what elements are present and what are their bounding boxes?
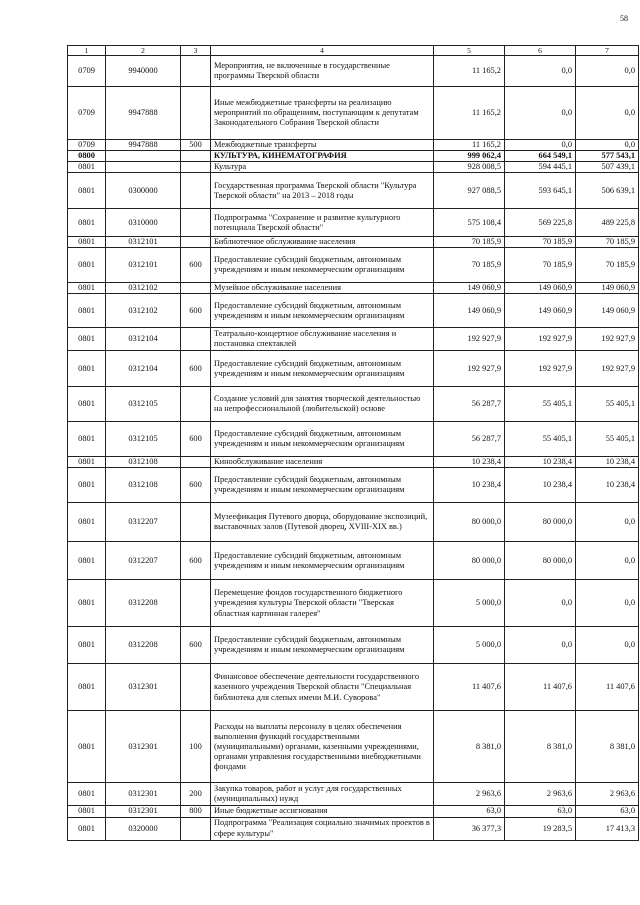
section-code-cell: 0801 (68, 162, 106, 173)
item-name-cell: Создание условий для занятия творческой деятельностью на непрофессиональной (любительской) основе (211, 387, 434, 422)
amount-col6-cell: 8 381,0 (505, 711, 576, 783)
header-cell: 1 (68, 46, 106, 56)
section-code-cell: 0801 (68, 283, 106, 294)
amount-col5-cell: 70 185,9 (434, 237, 505, 248)
table-row (68, 87, 639, 140)
item-name-cell: Мероприятия, не включенные в государственные программы Тверской области (211, 56, 434, 87)
amount-col7-cell: 149 060,9 (576, 294, 639, 328)
amount-col6-cell: 0,0 (505, 580, 576, 627)
table-row (68, 294, 639, 328)
amount-col7-cell: 70 185,9 (576, 248, 639, 283)
header-cell: 7 (576, 46, 639, 56)
table-row (68, 351, 639, 387)
target-code-cell: 0312105 (106, 387, 181, 422)
table-row (68, 457, 639, 468)
amount-col5-cell: 192 927,9 (434, 351, 505, 387)
amount-col5-cell: 56 287,7 (434, 422, 505, 457)
amount-col6-cell: 192 927,9 (505, 351, 576, 387)
amount-col6-cell: 80 000,0 (505, 542, 576, 580)
expense-type-cell: 100 (181, 711, 211, 783)
table-row (68, 328, 639, 351)
section-code-cell: 0801 (68, 457, 106, 468)
target-code-cell: 0312208 (106, 580, 181, 627)
item-name-cell: Подпрограмма "Реализация социально значимых проектов в сфере культуры" (211, 817, 434, 840)
amount-col7-cell: 8 381,0 (576, 711, 639, 783)
target-code-cell: 0312102 (106, 294, 181, 328)
section-code-cell: 0801 (68, 580, 106, 627)
section-code-cell: 0801 (68, 209, 106, 237)
expense-type-cell (181, 173, 211, 209)
table-row (68, 783, 639, 806)
amount-col5-cell: 999 062,4 (434, 151, 505, 162)
table-row (68, 387, 639, 422)
amount-col7-cell: 2 963,6 (576, 783, 639, 806)
table-row (68, 664, 639, 711)
amount-col7-cell: 70 185,9 (576, 237, 639, 248)
target-code-cell: 0312301 (106, 806, 181, 817)
amount-col6-cell: 593 645,1 (505, 173, 576, 209)
section-code-cell: 0709 (68, 87, 106, 140)
amount-col5-cell: 8 381,0 (434, 711, 505, 783)
expense-type-cell (181, 162, 211, 173)
amount-col6-cell: 594 445,1 (505, 162, 576, 173)
page-number: 58 (620, 14, 628, 23)
target-code-cell: 0312108 (106, 457, 181, 468)
target-code-cell: 0312105 (106, 422, 181, 457)
target-code-cell: 9947888 (106, 87, 181, 140)
section-code-cell: 0801 (68, 817, 106, 840)
table-row (68, 503, 639, 542)
header-row (68, 46, 639, 56)
section-code-cell: 0800 (68, 151, 106, 162)
section-code-cell: 0709 (68, 56, 106, 87)
target-code-cell: 0300000 (106, 173, 181, 209)
section-code-cell: 0801 (68, 783, 106, 806)
expense-type-cell (181, 664, 211, 711)
target-code-cell: 0312101 (106, 237, 181, 248)
amount-col6-cell: 10 238,4 (505, 468, 576, 503)
target-code-cell: 0310000 (106, 209, 181, 237)
expense-type-cell (181, 87, 211, 140)
amount-col7-cell: 0,0 (576, 627, 639, 664)
table-row (68, 711, 639, 783)
amount-col7-cell: 10 238,4 (576, 457, 639, 468)
section-code-cell: 0709 (68, 140, 106, 151)
table-row (68, 237, 639, 248)
expense-type-cell (181, 328, 211, 351)
item-name-cell: Театрально-концертное обслуживание населения и постановка спектаклей (211, 328, 434, 351)
target-code-cell: 0312301 (106, 711, 181, 783)
item-name-cell: Предоставление субсидий бюджетным, автономным учреждениям и иным некоммерческим организациям (211, 422, 434, 457)
table-row (68, 151, 639, 162)
table-row (68, 162, 639, 173)
budget-table (67, 45, 639, 841)
amount-col6-cell: 55 405,1 (505, 422, 576, 457)
section-code-cell: 0801 (68, 294, 106, 328)
amount-col5-cell: 36 377,3 (434, 817, 505, 840)
amount-col6-cell: 192 927,9 (505, 328, 576, 351)
amount-col5-cell: 192 927,9 (434, 328, 505, 351)
table-row (68, 422, 639, 457)
target-code-cell: 9940000 (106, 56, 181, 87)
target-code-cell: 0312108 (106, 468, 181, 503)
amount-col5-cell: 149 060,9 (434, 294, 505, 328)
amount-col6-cell: 569 225,8 (505, 209, 576, 237)
item-name-cell: Предоставление субсидий бюджетным, автономным учреждениям и иным некоммерческим организациям (211, 627, 434, 664)
table-row (68, 248, 639, 283)
header-cell: 6 (505, 46, 576, 56)
target-code-cell (106, 162, 181, 173)
expense-type-cell (181, 237, 211, 248)
item-name-cell: КУЛЬТУРА, КИНЕМАТОГРАФИЯ (211, 151, 434, 162)
item-name-cell: Культура (211, 162, 434, 173)
expense-type-cell (181, 580, 211, 627)
amount-col6-cell: 11 407,6 (505, 664, 576, 711)
item-name-cell: Подпрограмма "Сохранение и развитие культурного потенциала Тверской области" (211, 209, 434, 237)
amount-col6-cell: 0,0 (505, 87, 576, 140)
expense-type-cell: 500 (181, 140, 211, 151)
item-name-cell: Предоставление субсидий бюджетным, автономным учреждениям и иным некоммерческим организациям (211, 294, 434, 328)
expense-type-cell (181, 817, 211, 840)
amount-col7-cell: 55 405,1 (576, 387, 639, 422)
amount-col6-cell: 10 238,4 (505, 457, 576, 468)
amount-col7-cell: 11 407,6 (576, 664, 639, 711)
target-code-cell: 0312104 (106, 328, 181, 351)
section-code-cell: 0801 (68, 627, 106, 664)
amount-col6-cell: 0,0 (505, 627, 576, 664)
target-code-cell (106, 151, 181, 162)
amount-col5-cell: 70 185,9 (434, 248, 505, 283)
section-code-cell: 0801 (68, 422, 106, 457)
table-row (68, 209, 639, 237)
amount-col7-cell: 0,0 (576, 542, 639, 580)
section-code-cell: 0801 (68, 806, 106, 817)
amount-col7-cell: 17 413,3 (576, 817, 639, 840)
amount-col5-cell: 5 000,0 (434, 627, 505, 664)
amount-col5-cell: 10 238,4 (434, 468, 505, 503)
amount-col5-cell: 575 108,4 (434, 209, 505, 237)
target-code-cell: 0312301 (106, 783, 181, 806)
amount-col6-cell: 55 405,1 (505, 387, 576, 422)
item-name-cell: Предоставление субсидий бюджетным, автономным учреждениям и иным некоммерческим организациям (211, 248, 434, 283)
expense-type-cell: 600 (181, 627, 211, 664)
amount-col7-cell: 489 225,8 (576, 209, 639, 237)
item-name-cell: Предоставление субсидий бюджетным, автономным учреждениям и иным некоммерческим организациям (211, 468, 434, 503)
target-code-cell: 0320000 (106, 817, 181, 840)
item-name-cell: Межбюджетные трансферты (211, 140, 434, 151)
amount-col7-cell: 0,0 (576, 503, 639, 542)
section-code-cell: 0801 (68, 387, 106, 422)
amount-col5-cell: 63,0 (434, 806, 505, 817)
table-row (68, 468, 639, 503)
section-code-cell: 0801 (68, 711, 106, 783)
amount-col5-cell: 11 165,2 (434, 56, 505, 87)
expense-type-cell (181, 387, 211, 422)
section-code-cell: 0801 (68, 503, 106, 542)
table-row (68, 806, 639, 817)
amount-col5-cell: 11 165,2 (434, 87, 505, 140)
item-name-cell: Предоставление субсидий бюджетным, автономным учреждениям и иным некоммерческим организациям (211, 542, 434, 580)
amount-col7-cell: 0,0 (576, 580, 639, 627)
header-cell: 2 (106, 46, 181, 56)
amount-col5-cell: 927 088,5 (434, 173, 505, 209)
expense-type-cell (181, 56, 211, 87)
section-code-cell: 0801 (68, 468, 106, 503)
amount-col7-cell: 55 405,1 (576, 422, 639, 457)
amount-col5-cell: 10 238,4 (434, 457, 505, 468)
item-name-cell: Государственная программа Тверской области "Культура Тверской области" на 2013 – 2018 годы (211, 173, 434, 209)
amount-col6-cell: 149 060,9 (505, 283, 576, 294)
header-cell: 4 (211, 46, 434, 56)
amount-col5-cell: 928 008,5 (434, 162, 505, 173)
expense-type-cell: 600 (181, 248, 211, 283)
amount-col7-cell: 577 543,1 (576, 151, 639, 162)
item-name-cell: Финансовое обеспечение деятельности государственного казенного учреждения Тверской области "Специальная библиотека для слепых имени М.И. Суворова" (211, 664, 434, 711)
expense-type-cell: 800 (181, 806, 211, 817)
table-row (68, 173, 639, 209)
expense-type-cell: 200 (181, 783, 211, 806)
amount-col6-cell: 0,0 (505, 56, 576, 87)
amount-col5-cell: 56 287,7 (434, 387, 505, 422)
target-code-cell: 0312102 (106, 283, 181, 294)
item-name-cell: Музейное обслуживание населения (211, 283, 434, 294)
section-code-cell: 0801 (68, 664, 106, 711)
amount-col7-cell: 63,0 (576, 806, 639, 817)
target-code-cell: 9947888 (106, 140, 181, 151)
amount-col6-cell: 80 000,0 (505, 503, 576, 542)
item-name-cell: Иные межбюджетные трансферты на реализацию мероприятий по обращениям, поступающим к депутатам Законодательного Собрания Тверской области (211, 87, 434, 140)
expense-type-cell (181, 457, 211, 468)
target-code-cell: 0312301 (106, 664, 181, 711)
item-name-cell: Библиотечное обслуживание населения (211, 237, 434, 248)
section-code-cell: 0801 (68, 248, 106, 283)
amount-col7-cell: 507 439,1 (576, 162, 639, 173)
item-name-cell: Закупка товаров, работ и услуг для государственных (муниципальных) нужд (211, 783, 434, 806)
expense-type-cell (181, 209, 211, 237)
section-code-cell: 0801 (68, 173, 106, 209)
amount-col5-cell: 2 963,6 (434, 783, 505, 806)
section-code-cell: 0801 (68, 542, 106, 580)
amount-col5-cell: 11 165,2 (434, 140, 505, 151)
amount-col7-cell: 149 060,9 (576, 283, 639, 294)
target-code-cell: 0312104 (106, 351, 181, 387)
item-name-cell: Иные бюджетные ассигнования (211, 806, 434, 817)
table-row (68, 627, 639, 664)
table-row (68, 283, 639, 294)
amount-col6-cell: 149 060,9 (505, 294, 576, 328)
expense-type-cell (181, 151, 211, 162)
header-cell: 5 (434, 46, 505, 56)
expense-type-cell: 600 (181, 294, 211, 328)
amount-col5-cell: 149 060,9 (434, 283, 505, 294)
amount-col7-cell: 0,0 (576, 140, 639, 151)
section-code-cell: 0801 (68, 237, 106, 248)
target-code-cell: 0312207 (106, 503, 181, 542)
item-name-cell: Кинообслуживание населения (211, 457, 434, 468)
header-cell: 3 (181, 46, 211, 56)
section-code-cell: 0801 (68, 351, 106, 387)
item-name-cell: Музеефикация Путевого дворца, оборудование экспозиций, выставочных залов (Путевой дворец, XVIII-XIX вв.) (211, 503, 434, 542)
amount-col7-cell: 0,0 (576, 56, 639, 87)
amount-col5-cell: 80 000,0 (434, 503, 505, 542)
target-code-cell: 0312207 (106, 542, 181, 580)
amount-col5-cell: 5 000,0 (434, 580, 505, 627)
amount-col6-cell: 70 185,9 (505, 248, 576, 283)
section-code-cell: 0801 (68, 328, 106, 351)
amount-col7-cell: 192 927,9 (576, 328, 639, 351)
target-code-cell: 0312101 (106, 248, 181, 283)
amount-col6-cell: 19 283,5 (505, 817, 576, 840)
table-row (68, 140, 639, 151)
table-row (68, 56, 639, 87)
expense-type-cell: 600 (181, 542, 211, 580)
amount-col7-cell: 192 927,9 (576, 351, 639, 387)
amount-col6-cell: 0,0 (505, 140, 576, 151)
amount-col6-cell: 70 185,9 (505, 237, 576, 248)
table-row (68, 817, 639, 840)
amount-col7-cell: 10 238,4 (576, 468, 639, 503)
amount-col5-cell: 80 000,0 (434, 542, 505, 580)
target-code-cell: 0312208 (106, 627, 181, 664)
expense-type-cell: 600 (181, 468, 211, 503)
item-name-cell: Перемещение фондов государственного бюджетного учреждения культуры Тверской области "Тверская областная картинная галерея" (211, 580, 434, 627)
table-row (68, 542, 639, 580)
amount-col6-cell: 63,0 (505, 806, 576, 817)
amount-col7-cell: 506 639,1 (576, 173, 639, 209)
item-name-cell: Расходы на выплаты персоналу в целях обеспечения выполнения функций государственными (муниципальными) органами, казенными учреждениями, органами управления государственными внебюджетными фондами (211, 711, 434, 783)
expense-type-cell: 600 (181, 422, 211, 457)
expense-type-cell: 600 (181, 351, 211, 387)
table-row (68, 580, 639, 627)
expense-type-cell (181, 283, 211, 294)
item-name-cell: Предоставление субсидий бюджетным, автономным учреждениям и иным некоммерческим организациям (211, 351, 434, 387)
amount-col6-cell: 664 549,1 (505, 151, 576, 162)
amount-col5-cell: 11 407,6 (434, 664, 505, 711)
amount-col7-cell: 0,0 (576, 87, 639, 140)
amount-col6-cell: 2 963,6 (505, 783, 576, 806)
expense-type-cell (181, 503, 211, 542)
